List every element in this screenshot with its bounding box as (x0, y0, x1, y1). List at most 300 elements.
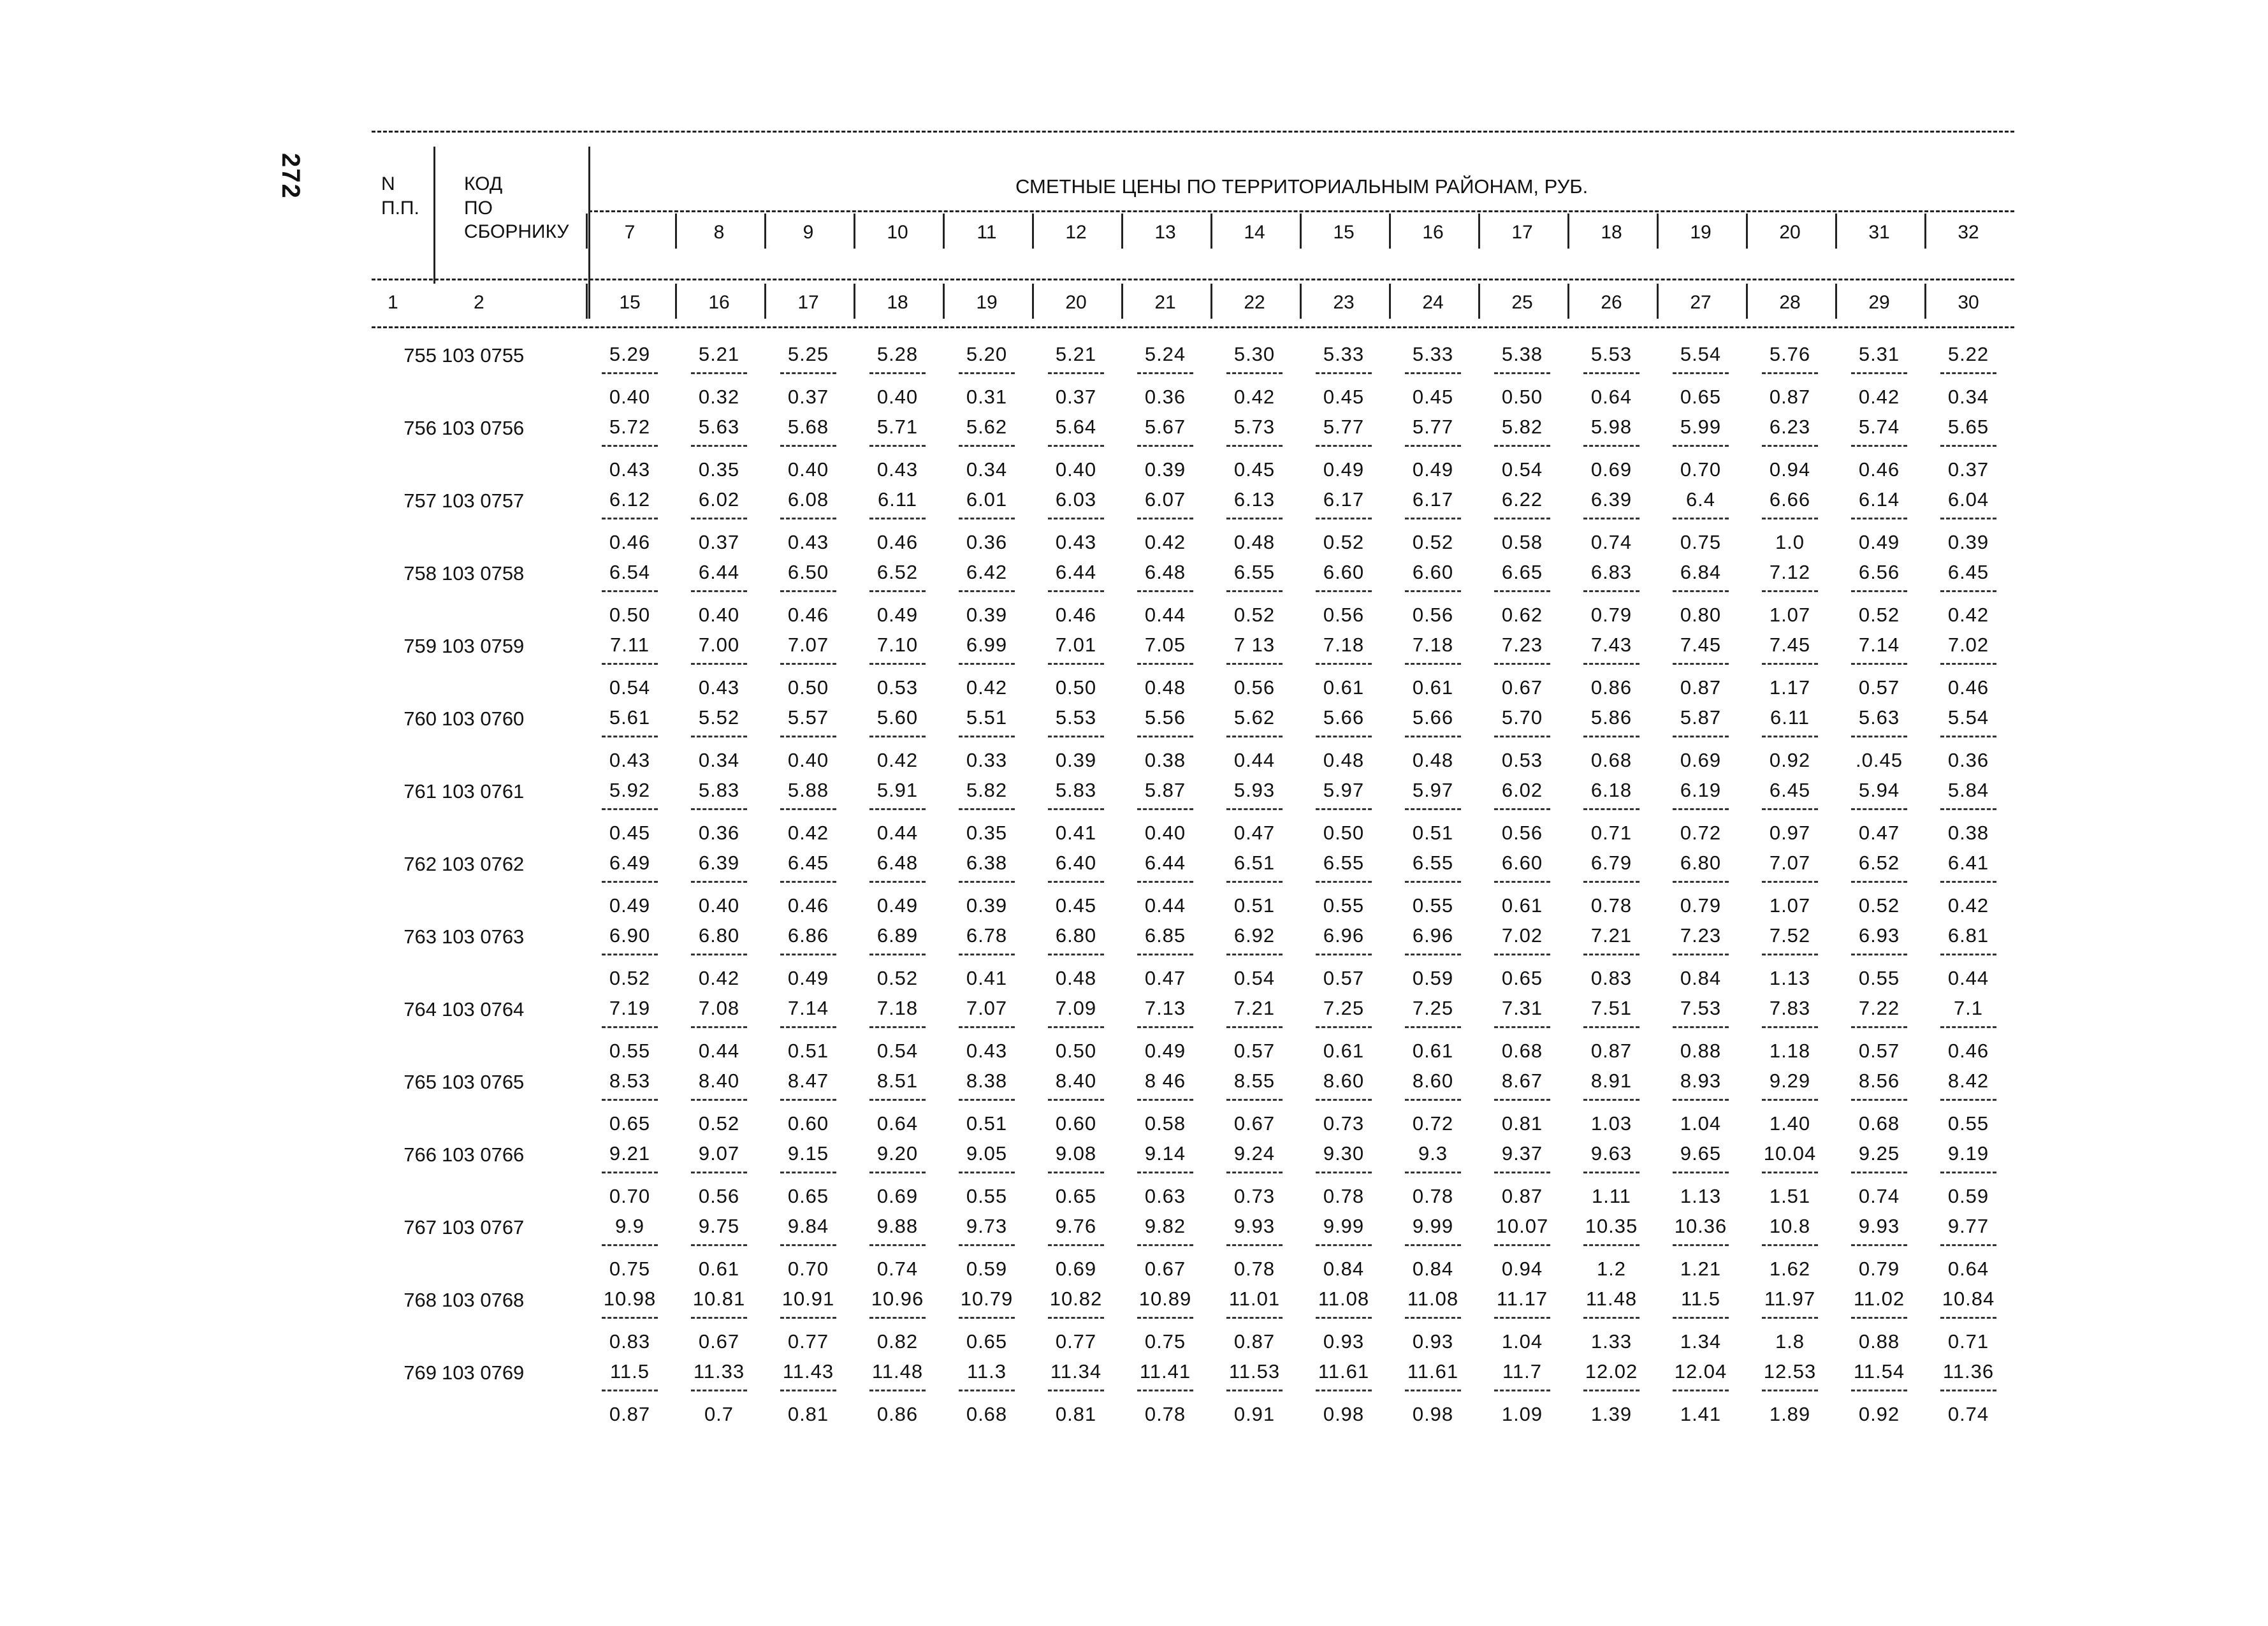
price-cell (1210, 556, 1299, 628)
price-value: 7.22 (1858, 997, 1900, 1019)
table-row (372, 701, 2014, 774)
salary-value: 0.38 (1144, 749, 1186, 771)
price-cell (1210, 628, 1299, 701)
price-cell (1121, 410, 1210, 483)
salary-value: 1.0 (1775, 531, 1805, 553)
price-value: 8.40 (1055, 1070, 1097, 1092)
price-cell (1121, 628, 1210, 701)
salary-value: 1.8 (1775, 1330, 1805, 1353)
price-cell (764, 1064, 853, 1137)
price-value: 6.84 (1680, 561, 1722, 583)
fraction-line (869, 445, 926, 447)
salary-value: 0.38 (1947, 822, 1989, 844)
salary-value: 0.50 (1055, 676, 1097, 699)
price-value: 7.1 (1953, 997, 1984, 1019)
price-cell (853, 483, 942, 556)
salary-value: 0.98 (1412, 1403, 1454, 1425)
price-value: 5.57 (787, 706, 829, 729)
fraction-line (1048, 1390, 1104, 1391)
fraction-line (691, 1317, 747, 1319)
region-top-8: 8 (713, 222, 725, 243)
region-top-9: 9 (803, 222, 814, 243)
fraction-line (1673, 372, 1729, 374)
fraction-line (1137, 1026, 1193, 1028)
price-value: 10.8 (1769, 1215, 1811, 1237)
price-cell (585, 1137, 674, 1210)
price-value: 7.18 (1412, 634, 1454, 656)
table-row (372, 846, 2014, 919)
price-value: 7.18 (876, 997, 919, 1019)
fraction-line (1494, 881, 1550, 883)
price-value: 5.38 (1501, 343, 1543, 365)
price-cell (1745, 483, 1835, 556)
fraction-line (780, 808, 836, 810)
price-cell (1656, 628, 1745, 701)
price-cell (1835, 1355, 1924, 1428)
fraction-line (602, 372, 658, 374)
price-value: 5.51 (966, 706, 1008, 729)
price-cell (1388, 410, 1478, 483)
salary-value: 0.45 (1233, 458, 1276, 481)
price-cell (1299, 556, 1388, 628)
salary-value: 0.50 (1323, 822, 1365, 844)
price-cell (674, 1282, 764, 1355)
salary-value: 0.65 (1680, 386, 1722, 408)
fraction-line (959, 445, 1015, 447)
price-value: 9.19 (1947, 1142, 1989, 1165)
price-value: 5.93 (1233, 779, 1276, 801)
price-cell (674, 992, 764, 1064)
price-cell (1299, 774, 1388, 846)
fraction-line (691, 1244, 747, 1246)
price-value: 5.53 (1055, 706, 1097, 729)
salary-value: 0.33 (966, 749, 1008, 771)
region-bottom-divider (1567, 284, 1569, 319)
price-cell (853, 1210, 942, 1282)
price-cell (1210, 919, 1299, 992)
salary-value: 0.61 (1501, 894, 1543, 917)
region-top-divider (854, 214, 855, 249)
salary-value: 0.52 (1858, 894, 1900, 917)
price-value: 9.73 (966, 1215, 1008, 1237)
price-cell (764, 410, 853, 483)
price-cell (1388, 1137, 1478, 1210)
price-value: 8.60 (1323, 1070, 1365, 1092)
price-value: 11.36 (1942, 1360, 1995, 1383)
fraction-line (1494, 736, 1550, 737)
price-cell (1567, 556, 1656, 628)
price-cell (1210, 338, 1299, 410)
table-title: СМЕТНЫЕ ЦЕНЫ ПО ТЕРРИТОРИАЛЬНЫМ РАЙОНАМ, РУБ. (1015, 175, 1588, 198)
fraction-line (1137, 518, 1193, 519)
table-row (372, 774, 2014, 846)
price-cell (1835, 410, 1924, 483)
salary-value: 0.74 (1858, 1185, 1900, 1207)
row-number: 769 (403, 1361, 437, 1384)
salary-value: 0.69 (1055, 1258, 1097, 1280)
price-cell (1478, 701, 1567, 774)
fraction-line (1226, 736, 1283, 737)
fraction-line (1137, 1172, 1193, 1173)
region-top-divider (586, 214, 588, 249)
price-value: 7.43 (1590, 634, 1632, 656)
price-cell (1567, 628, 1656, 701)
salary-value: 0.69 (1680, 749, 1722, 771)
price-cell (1924, 410, 2013, 483)
price-cell (853, 1064, 942, 1137)
price-cell (942, 701, 1031, 774)
price-value: 5.74 (1858, 416, 1900, 438)
price-value: 9.30 (1323, 1142, 1365, 1165)
salary-value: 0.67 (1233, 1112, 1276, 1135)
fraction-line (691, 1099, 747, 1101)
salary-value: 0.94 (1501, 1258, 1543, 1280)
price-cell (942, 1137, 1031, 1210)
price-cell (1567, 992, 1656, 1064)
price-value: 5.33 (1323, 343, 1365, 365)
price-value: 6.80 (1680, 852, 1722, 874)
salary-value: 0.48 (1233, 531, 1276, 553)
region-bottom-24: 24 (1422, 292, 1444, 313)
price-value: 6.60 (1501, 852, 1543, 874)
price-cell (1567, 846, 1656, 919)
price-value: 6.38 (966, 852, 1008, 874)
price-value: 6.85 (1144, 924, 1186, 947)
fraction-line (1048, 1026, 1104, 1028)
table-row (372, 1137, 2014, 1210)
fraction-line (602, 1390, 658, 1391)
price-cell (853, 701, 942, 774)
price-value: 5.99 (1680, 416, 1722, 438)
price-value: 10.82 (1049, 1288, 1103, 1310)
region-top-18: 18 (1601, 222, 1622, 243)
fraction-line (1048, 518, 1104, 519)
price-cell (674, 338, 764, 410)
salary-value: 0.65 (609, 1112, 651, 1135)
price-value: 5.20 (966, 343, 1008, 365)
price-cell (942, 1282, 1031, 1355)
fraction-line (869, 1172, 926, 1173)
price-cell (1210, 1064, 1299, 1137)
price-cell (764, 992, 853, 1064)
salary-value: 1.04 (1501, 1330, 1543, 1353)
salary-value: 0.55 (1947, 1112, 1989, 1135)
price-value: 8.60 (1412, 1070, 1454, 1092)
price-cell (853, 774, 942, 846)
salary-value: 0.40 (609, 386, 651, 408)
price-cell (764, 1210, 853, 1282)
salary-value: 0.54 (1233, 967, 1276, 989)
salary-value: 0.84 (1323, 1258, 1365, 1280)
fraction-line (1316, 445, 1372, 447)
fraction-line (1494, 1317, 1550, 1319)
price-cell (1121, 556, 1210, 628)
fraction-line (1673, 1099, 1729, 1101)
salary-value: 0.40 (1144, 822, 1186, 844)
fraction-line (1137, 1244, 1193, 1246)
price-cell (1835, 1210, 1924, 1282)
region-bottom-divider (1032, 284, 1034, 319)
price-cell (1388, 1355, 1478, 1428)
region-bottom-divider (675, 284, 677, 319)
fraction-line (869, 663, 926, 665)
fraction-line (1316, 1099, 1372, 1101)
price-cell (1388, 556, 1478, 628)
region-bottom-15: 15 (619, 292, 641, 313)
fraction-line (691, 808, 747, 810)
price-cell (1835, 846, 1924, 919)
region-top-10: 10 (887, 222, 908, 243)
salary-value: 0.31 (966, 386, 1008, 408)
region-top-15: 15 (1333, 222, 1355, 243)
salary-value: 0.40 (787, 749, 829, 771)
salary-value: 1.62 (1769, 1258, 1811, 1280)
price-value: 5.62 (966, 416, 1008, 438)
price-cell (1121, 338, 1210, 410)
salary-value: 0.42 (1947, 894, 1989, 917)
salary-value: 0.61 (698, 1258, 740, 1280)
price-cell (1745, 1064, 1835, 1137)
price-cell (585, 701, 674, 774)
salary-value: 0.74 (1590, 531, 1632, 553)
price-value: 5.54 (1680, 343, 1722, 365)
price-cell (764, 1137, 853, 1210)
fraction-line (1226, 663, 1283, 665)
price-value: 5.24 (1144, 343, 1186, 365)
price-value: 6.19 (1680, 779, 1722, 801)
price-cell (1299, 919, 1388, 992)
price-value: 9.07 (698, 1142, 740, 1165)
price-value: 5.76 (1769, 343, 1811, 365)
salary-value: 0.52 (698, 1112, 740, 1135)
price-cell (1478, 338, 1567, 410)
price-value: 7.02 (1947, 634, 1989, 656)
region-top-divider (1121, 214, 1123, 249)
row-code: 103 0766 (442, 1143, 525, 1166)
fraction-line (1226, 445, 1283, 447)
price-cell (853, 628, 942, 701)
salary-value: 0.34 (1947, 386, 1989, 408)
price-value: 5.83 (1055, 779, 1097, 801)
region-bottom-27: 27 (1690, 292, 1712, 313)
price-cell (1835, 1064, 1924, 1137)
price-cell (1924, 846, 2013, 919)
price-value: 6.45 (1769, 779, 1811, 801)
price-value: 6.52 (1858, 852, 1900, 874)
price-cell (1656, 1210, 1745, 1282)
price-value: 5.28 (876, 343, 919, 365)
fraction-line (691, 1390, 747, 1391)
salary-value: 0.84 (1680, 967, 1722, 989)
salary-value: 0.88 (1680, 1040, 1722, 1062)
salary-value: 0.75 (609, 1258, 651, 1280)
fraction-line (1494, 590, 1550, 592)
price-cell (585, 410, 674, 483)
price-cell (585, 1064, 674, 1137)
fraction-line (1940, 1026, 1996, 1028)
price-value: 6.80 (698, 924, 740, 947)
salary-value: 0.55 (1412, 894, 1454, 917)
price-cell (1567, 919, 1656, 992)
region-top-divider (675, 214, 677, 249)
price-cell (1031, 410, 1121, 483)
price-cell (1388, 919, 1478, 992)
region-top-19: 19 (1690, 222, 1712, 243)
price-cell (1478, 1355, 1567, 1428)
price-cell (1299, 846, 1388, 919)
price-value: 7.45 (1769, 634, 1811, 656)
code-label: КОД ПО СБОРНИКУ (464, 173, 569, 242)
fraction-line (1940, 881, 1996, 883)
price-cell (1031, 338, 1121, 410)
fraction-line (1048, 445, 1104, 447)
price-value: 7.21 (1233, 997, 1276, 1019)
price-value: 10.91 (781, 1288, 835, 1310)
fraction-line (1405, 1244, 1461, 1246)
price-value: 5.77 (1412, 416, 1454, 438)
salary-value: 0.86 (876, 1403, 919, 1425)
price-value: 5.61 (609, 706, 651, 729)
fraction-line (1940, 1172, 1996, 1173)
price-value: 7 13 (1233, 634, 1276, 656)
price-cell (1656, 1282, 1745, 1355)
header-title-rule (588, 210, 2014, 212)
region-bottom-28: 28 (1779, 292, 1801, 313)
fraction-line (1762, 1026, 1818, 1028)
price-value: 6.90 (609, 924, 651, 947)
fraction-line (1048, 881, 1104, 883)
fraction-line (869, 881, 926, 883)
price-value: 11.54 (1853, 1360, 1905, 1383)
price-cell (1745, 992, 1835, 1064)
price-cell (1745, 556, 1835, 628)
fraction-line (780, 1026, 836, 1028)
fraction-line (1048, 372, 1104, 374)
salary-value: 0.43 (787, 531, 829, 553)
fraction-line (1137, 736, 1193, 737)
salary-value: 0.57 (1323, 967, 1365, 989)
price-value: 6.78 (966, 924, 1008, 947)
salary-value: 0.34 (698, 749, 740, 771)
price-cell (1031, 846, 1121, 919)
salary-value: 0.49 (1323, 458, 1365, 481)
price-cell (764, 338, 853, 410)
row-code: 103 0762 (442, 853, 525, 875)
fraction-line (1226, 954, 1283, 955)
fraction-line (959, 372, 1015, 374)
salary-value: 0.37 (1947, 458, 1989, 481)
price-value: 6.11 (877, 488, 918, 511)
region-bottom-divider (1210, 284, 1212, 319)
salary-value: 0.49 (1144, 1040, 1186, 1062)
price-cell (1835, 556, 1924, 628)
fraction-line (1494, 1172, 1550, 1173)
fraction-line (1940, 663, 1996, 665)
price-cell (1567, 1137, 1656, 1210)
salary-value: 0.37 (1055, 386, 1097, 408)
salary-value: 0.53 (1501, 749, 1543, 771)
row-number: 766 (403, 1143, 437, 1166)
salary-value: 0.78 (1144, 1403, 1186, 1425)
price-cell (1121, 1210, 1210, 1282)
salary-value: 0.49 (609, 894, 651, 917)
salary-value: 0.42 (1144, 531, 1186, 553)
salary-value: 0.52 (876, 967, 919, 989)
salary-value: 0.93 (1412, 1330, 1454, 1353)
price-value: 5.53 (1590, 343, 1632, 365)
fraction-line (1583, 1390, 1639, 1391)
price-cell (1924, 701, 2013, 774)
fraction-line (869, 1317, 926, 1319)
salary-value: 0.78 (1590, 894, 1632, 917)
fraction-line (1940, 590, 1996, 592)
salary-value: 0.46 (1858, 458, 1900, 481)
price-value: 6.55 (1233, 561, 1276, 583)
salary-value: 0.84 (1412, 1258, 1454, 1280)
fraction-line (959, 590, 1015, 592)
salary-value: 0.79 (1858, 1258, 1900, 1280)
price-cell (674, 410, 764, 483)
fraction-line (1048, 1099, 1104, 1101)
fraction-line (602, 518, 658, 519)
salary-value: 0.50 (1501, 386, 1543, 408)
table-row (372, 919, 2014, 992)
salary-value: 0.37 (698, 531, 740, 553)
price-value: 5.25 (787, 343, 829, 365)
price-value: 5.67 (1144, 416, 1186, 438)
salary-value: 0.67 (1501, 676, 1543, 699)
price-cell (1210, 410, 1299, 483)
salary-value: 0.40 (876, 386, 919, 408)
region-top-divider (1657, 214, 1659, 249)
salary-value: 0.87 (1590, 1040, 1632, 1062)
price-value: 5.91 (876, 779, 919, 801)
price-value: 5.52 (698, 706, 740, 729)
fraction-line (1405, 1099, 1461, 1101)
fraction-line (1583, 1026, 1639, 1028)
salary-value: 0.72 (1412, 1112, 1454, 1135)
salary-value: 0.56 (1323, 604, 1365, 626)
fraction-line (1851, 736, 1907, 737)
price-cell (1924, 1210, 2013, 1282)
price-value: 7.25 (1323, 997, 1365, 1019)
region-top-divider (1924, 214, 1926, 249)
price-cell (674, 701, 764, 774)
fraction-line (1405, 1317, 1461, 1319)
price-value: 5.87 (1680, 706, 1722, 729)
salary-value: 0.44 (1233, 749, 1276, 771)
fraction-line (1316, 1244, 1372, 1246)
salary-value: 0.36 (1947, 749, 1989, 771)
price-value: 10.81 (692, 1288, 746, 1310)
price-cell (1388, 701, 1478, 774)
fraction-line (1405, 954, 1461, 955)
fraction-line (869, 1244, 926, 1246)
price-cell (853, 992, 942, 1064)
price-cell (1210, 1137, 1299, 1210)
salary-value: 0.92 (1769, 749, 1811, 771)
salary-value: 0.61 (1412, 676, 1454, 699)
fraction-line (1851, 1172, 1907, 1173)
fraction-line (780, 1317, 836, 1319)
fraction-line (780, 1390, 836, 1391)
price-cell (585, 1355, 674, 1428)
fraction-line (691, 881, 747, 883)
price-cell (1388, 846, 1478, 919)
price-cell (1924, 992, 2013, 1064)
price-cell (1388, 483, 1478, 556)
price-value: 7.07 (1769, 852, 1811, 874)
